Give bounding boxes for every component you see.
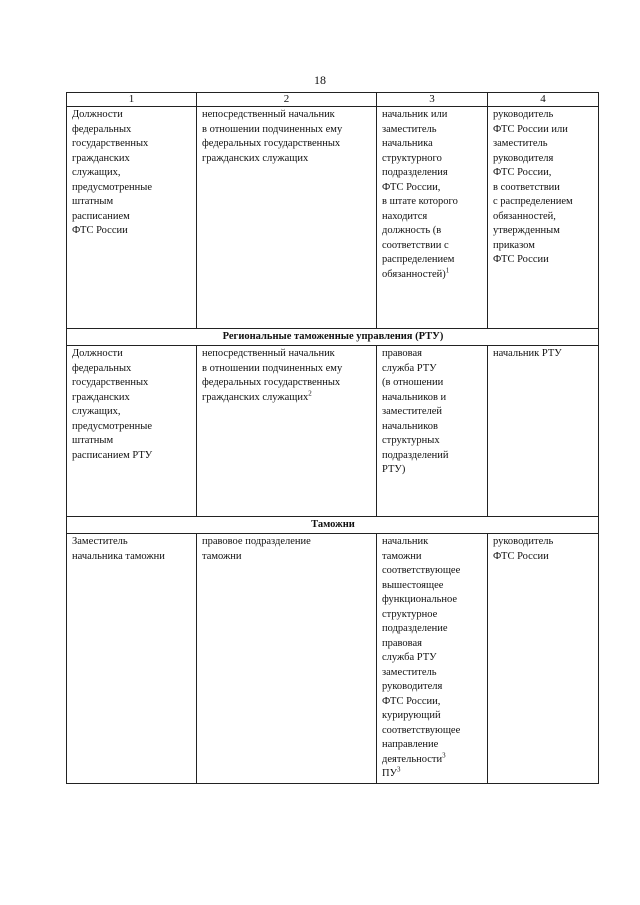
cell-authority: руководитель ФТС России [488,534,599,784]
page-number: 18 [314,73,326,87]
cell-representative: непосредственный начальник в отношении подчиненных ему федеральных государственных гражданских служащих [197,107,377,329]
footnote-marker: 3 [442,751,446,759]
footnote-marker: 1 [445,266,450,274]
cell-approver: начальник или заместитель начальника структурного подразделения ФТС России, в штате которого находится должность (в соответствии с распределением обязанностей)$^1$ [377,107,488,329]
column-header-4: 4 [488,93,599,107]
table-row-rtu [67,346,599,517]
cell-position: Заместитель начальника таможни [67,534,197,784]
cell-representative: правовое подразделение таможни [197,534,377,784]
column-header-2: 2 [197,93,377,107]
cell-approver: начальник таможни соответствующее вышестоящее функциональное структурное подразделение правовая служба РТУ заместитель руководителя ФТС России, курирующий соответствующее направление деятельности$^3$ $ПУ^3$ [377,534,488,784]
header-row [67,93,599,107]
table-row-fts [67,107,599,329]
cell-authority: начальник РТУ [488,346,599,517]
cell-approver: правовая служба РТУ (в отношении начальников и заместителей начальников структурных подразделений РТУ) [377,346,488,517]
cell-authority: руководитель ФТС России или заместитель руководителя ФТС России, в соответствии с распределением обязанностей, утвержденным приказом ФТС России [488,107,599,329]
section-row-rtu [67,329,599,346]
cell-representative: непосредственный начальник в отношении подчиненных ему федеральных государственных гражданских служащих$^2$ [197,346,377,517]
footnote-marker: 2 [308,389,312,397]
positions-table [66,92,599,784]
cell-position: Должности федеральных государственных гражданских служащих, предусмотренные штатным расписанием РТУ [67,346,197,517]
column-header-3: 3 [377,93,488,107]
section-title-customs: Таможни [67,517,599,534]
cell-position: Должности федеральных государственных гражданских служащих, предусмотренные штатным расписанием ФТС России [67,107,197,329]
section-title-rtu: Региональные таможенные управления (РТУ) [67,329,599,346]
footnote-marker: 3 [397,765,401,774]
table-row-customs [67,534,599,784]
column-header-1: 1 [67,93,197,107]
section-row-customs [67,517,599,534]
